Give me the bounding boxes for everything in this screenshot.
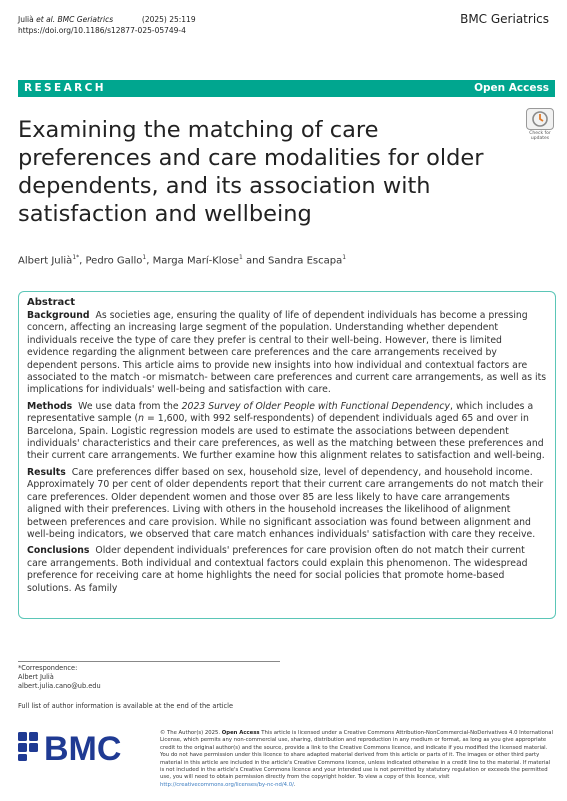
author-affiliation: 1* (72, 254, 80, 261)
journal-brand: BMC Geriatrics (460, 12, 549, 26)
author-affiliation: 1 (142, 254, 147, 261)
license-text: © The Author(s) 2025. Open Access This article is licensed under a Creative Commons Attribution-NonCommercial-NoDerivatives 4.0 International License, which permits any non-commercial use, sharing, distribution and reproduction in any medium or format, as long as you give appropriate credit to the original author(s) and the source, provide a link to the Creative Commons licence, and indicate if you modified the licensed material. You do not have permission under this licence to share adapted material derived from this article or parts of it. The images or other third party material in this article are included in the article's Creative Commons licence, unless indicated otherwise in a credit line to the material. If material is not included in the article's Creative Commons licence and your intended use is not permitted by statutory regulation or exceeds the permitted use, you will need to obtain permission directly from the copyright holder. To view a copy of this licence, visit http://creativecommons.org/licenses/by-nc-nd/4.0/. (160, 730, 553, 788)
correspondence-block (18, 664, 101, 691)
bmc-logo-text: BMC (44, 730, 122, 762)
article-type-band (18, 80, 555, 97)
abstract-box (18, 291, 556, 619)
author-affiliation: 1 (342, 254, 347, 261)
license-body: This article is licensed under a Creative Commons Attribution-NonCommercial-NoDerivatives 4.0 International License, which permits any non-commercial use, sharing, distribution and reproduction in any medium or format, as long as you give appropriate credit to the original author(s) and the source, provide a link to the Creative Commons licence, and indicate if you modified the licensed material. You do not have permission under this licence to share adapted material derived from this article or parts of it. The images or other third party material in this article are included in the article's Creative Commons licence, unless indicated otherwise in a credit line to the material. If material is not included in the article's Creative Commons licence and your intended use is not permitted by statutory regulation or exceeds the permitted use, you will need to obtain permission directly from the copyright holder. To view a copy of this licence, visit (160, 730, 553, 781)
background-heading: Background (27, 310, 90, 321)
author-list: Albert Julià$^{1*}$, Pedro Gallo$^1$, Marga Marí-Klose$^1$ and Sandra Escapa$^1$ (18, 254, 347, 267)
article-type-label: RESEARCH (24, 82, 106, 94)
header-doi[interactable]: https://doi.org/10.1186/s12877-025-05749-4 (18, 26, 186, 35)
header-etal: et al. (36, 15, 56, 24)
license-link[interactable]: http://creativecommons.org/licenses/by-nc-nd/4.0/ (160, 781, 294, 788)
abstract-background (27, 310, 547, 397)
article-title: Examining the matching of care preferences and care modalities for older dependents, and its association with satisfaction and wellbeing (18, 117, 484, 227)
conclusions-heading: Conclusions (27, 545, 90, 557)
author-name: Albert Julià (18, 255, 73, 267)
header-journal: BMC Geriatrics (57, 15, 114, 24)
header-authors: Julià (18, 15, 34, 24)
license-open-access: Open Access (221, 730, 260, 736)
footnote-divider (18, 661, 280, 662)
results-text: Care preferences differ based on sex, household size, level of dependency, and household income. Approximately 70 per cent of older dependents report that their current care arrangements do not match their care preferences. Older dependent women and those over 85 are less likely to have care arrangements aligned with their preferences. Living with others in the household increases the likelihood of alignment between preferences and care provision. While no significant association was found between alignment and well-being indicators, we observed that care match enhances individuals' satisfaction with care they receive. (27, 466, 544, 540)
open-access-label: Open Access (474, 82, 549, 94)
abstract-conclusions (27, 545, 547, 595)
bmc-logo (18, 730, 146, 762)
check-for-updates-button[interactable] (525, 108, 555, 141)
background-text: As societies age, ensuring the quality of life of dependent individuals has become a pressing concern, affecting an increasing large segment of the population. Understanding whether dependent individuals receive the type of care they prefer is central to their well-being. However, there is limited evidence regarding the alignment between care preferences and the care arrangements received by dependent persons. This article aims to provide new insights into how individual and contextual factors are associated to the match -or mismatch- between care preferences and current care arrangements, as well as its implications for individuals' well-being and satisfaction with care. (27, 310, 547, 396)
running-header (18, 14, 196, 36)
author-name: Marga Marí-Klose (152, 255, 240, 267)
abstract-title: Abstract (27, 297, 76, 308)
survey-name: 2023 Survey of Older People with Functional Dependency (181, 400, 451, 412)
results-heading: Results (27, 466, 66, 478)
author-info-note: Full list of author information is available at the end of the article (18, 702, 234, 710)
header-citation: (2025) 25:119 (141, 15, 196, 24)
author-name: Pedro Gallo (85, 255, 143, 267)
correspondence-label: *Correspondence: (18, 664, 78, 672)
check-for-updates-icon (526, 108, 554, 130)
correspondence-email[interactable]: albert.julia.cano@ub.edu (18, 682, 101, 690)
copyright: © The Author(s) 2025. (160, 730, 221, 736)
check-for-updates-line1: Check for (529, 131, 551, 136)
methods-heading: Methods (27, 400, 73, 412)
conclusions-text: Older dependent individuals' preferences for care provision often do not match their current care arrangements. Both individual and contextual factors could explain this phenomenon. The widespread preference for receiving care at home highlights the need for social policies that promote home-based solutions. As family (27, 545, 528, 594)
abstract-methods: Methods We use data from the 2023 Survey of Older People with Functional Dependency, which includes a representative sample (n = 1,600, with 992 self-respondents) of dependent individuals aged 65 and over in Barcelona, Spain. Logistic regression models are used to estimate the associations between dependent individuals' characteristics and their care preferences, as well as the matching between these preferences and their current care arrangements. We further examine how this alignment relates to satisfaction and well-being. (27, 400, 545, 462)
abstract-results (27, 467, 547, 541)
correspondence-name: Albert Julià (18, 673, 54, 681)
author-affiliation: 1 (239, 254, 243, 261)
check-for-updates-line2: updates (530, 136, 550, 141)
author-name: Sandra Escapa (268, 255, 343, 267)
